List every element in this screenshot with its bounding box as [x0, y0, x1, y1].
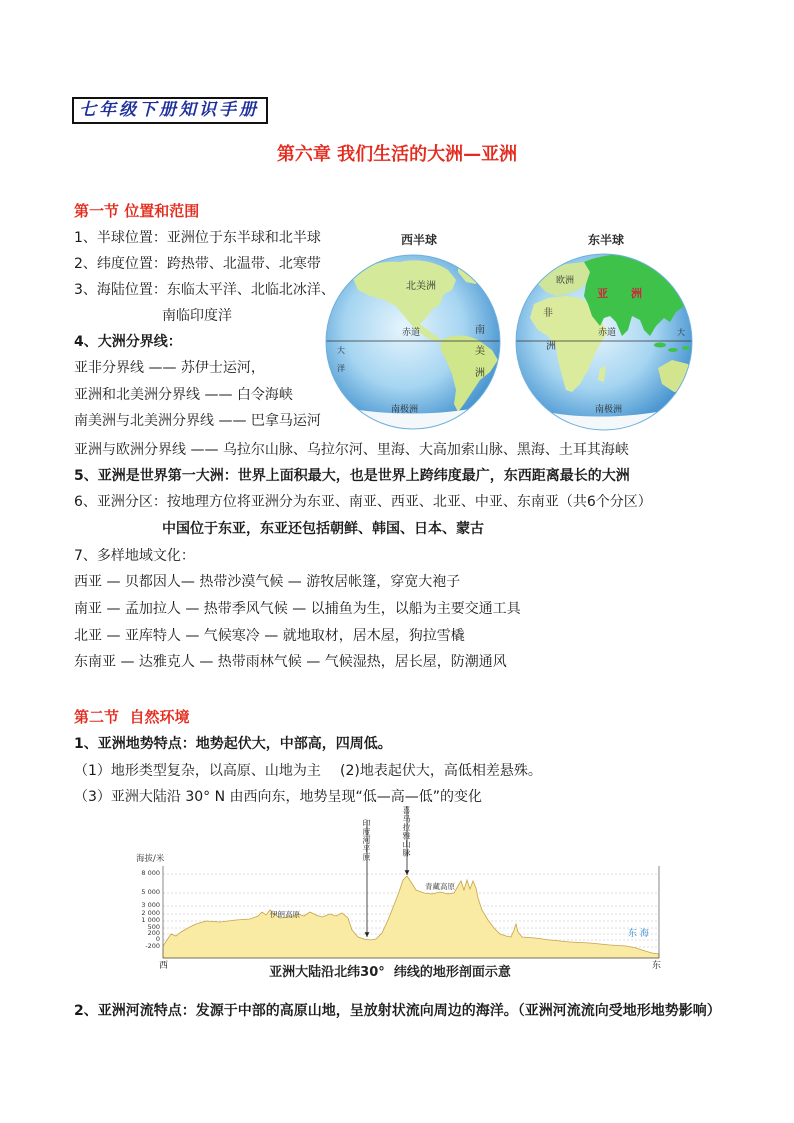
- west-antarctica-label: 南极洲: [391, 405, 419, 415]
- y-tick-label: -200: [145, 942, 160, 950]
- y-tick-label: 500: [147, 923, 160, 931]
- sea-land-position-line: 3、海陆位置：东临太平洋、北临北冰洋、: [74, 282, 335, 298]
- west-hemisphere-title: 西半球: [401, 233, 438, 247]
- east-sea-label: 东 海: [628, 929, 649, 939]
- africa-label-char: 非: [543, 308, 553, 319]
- boundary-line: 亚洲与欧洲分界线 —— 乌拉尔山脉、乌拉尔河、里海、大高加索山脉、黑海、土耳其海峡: [74, 442, 629, 458]
- culture-line: 南亚 — 孟加拉人 — 热带季风气候 — 以捕鱼为生，以船为主要交通工具: [74, 601, 521, 617]
- terrain-profile-chart: [130, 800, 665, 980]
- y-tick-label: 2 000: [141, 909, 160, 917]
- y-axis-label: 海拔/米: [136, 854, 165, 864]
- east-equator-label: 赤道: [598, 328, 617, 338]
- y-tick-label: 1 000: [141, 916, 160, 924]
- boundary-line: 亚洲和北美洲分界线 —— 白令海峡: [74, 387, 293, 403]
- tibet-plateau-label: 青藏高原: [425, 882, 455, 891]
- south-america-label-char: 洲: [475, 368, 485, 379]
- island-shape: [682, 346, 690, 350]
- latitude-position-line: 2、纬度位置：跨热带、北温带、北寒带: [74, 256, 321, 272]
- badge-text: 七年级下册知识手册: [79, 100, 259, 120]
- y-tick-label: 3 000: [141, 901, 160, 909]
- west-equator-label: 赤道: [402, 328, 421, 338]
- west-ocean-label-char: 大: [337, 346, 345, 355]
- terrain-profile-area: [163, 876, 659, 958]
- terrain-feature-line: 1、亚洲地势特点：地势起伏大，中部高，四周低。: [74, 736, 392, 752]
- iran-plateau-label: 伊朗高原: [270, 910, 300, 919]
- west-end-label: 西: [159, 961, 169, 971]
- himalaya-label: 喜马拉雅山脉: [402, 806, 411, 857]
- hemisphere-position-line: 1、半球位置：亚洲位于东半球和北半球: [74, 230, 321, 246]
- river-feature-line: 2、亚洲河流特点：发源于中部的高原山地，呈放射状流向周边的海洋。（亚洲河流流向受地形地势影响）: [74, 1003, 721, 1019]
- y-tick-label: 5 000: [141, 888, 160, 896]
- section1-heading: 第一节 位置和范围: [74, 202, 200, 220]
- terrain-point-1: （1）地形类型复杂，以高原、山地为主: [74, 763, 321, 779]
- section2-heading: 第二节 自然环境: [74, 708, 190, 726]
- culture-line: 北亚 — 亚库特人 — 气候寒冷 — 就地取材，居木屋，狗拉雪橇: [74, 628, 465, 644]
- indus-plain-label: 印度河平原: [362, 819, 371, 862]
- east-ocean-label: 大: [677, 328, 685, 337]
- east-end-label: 东: [652, 961, 662, 971]
- terrain-point-2: (2)地表起伏大，高低相差悬殊。: [340, 763, 542, 779]
- north-america-label: 北美洲: [406, 281, 436, 292]
- island-shape: [668, 348, 678, 352]
- profile-caption: 亚洲大陆沿北纬30° 纬线的地形剖面示意: [269, 965, 511, 980]
- chapter-title: 第六章 我们生活的大洲—亚洲: [276, 144, 518, 165]
- asia-label-char: 亚: [597, 287, 608, 300]
- grade-handbook-badge: [72, 97, 268, 124]
- culture-title: 7、多样地域文化：: [74, 548, 195, 564]
- east-hemisphere-title: 东半球: [588, 233, 625, 247]
- y-tick-label: 200: [147, 929, 160, 937]
- island-shape: [654, 343, 666, 348]
- boundaries-title: 4、大洲分界线：: [74, 334, 182, 350]
- boundary-line: 南美洲与北美洲分界线 —— 巴拿马运河: [74, 413, 321, 429]
- europe-label: 欧洲: [556, 276, 575, 286]
- east-antarctica-label: 南极洲: [595, 405, 623, 415]
- hemispheres-map: [320, 225, 700, 437]
- africa-label-char: 洲: [546, 341, 556, 352]
- boundary-line: 亚非分界线 —— 苏伊士运河，: [74, 360, 265, 376]
- west-ocean-label-char: 洋: [337, 364, 345, 373]
- asia-label-char: 洲: [631, 287, 642, 300]
- south-america-label-char: 美: [475, 346, 485, 357]
- culture-line: 东南亚 — 达雅克人 — 热带雨林气候 — 气候湿热，居长屋，防潮通风: [74, 654, 507, 670]
- largest-continent-line: 5、亚洲是世界第一大洲：世界上面积最大，也是世界上跨纬度最广，东西距离最长的大洲: [74, 468, 630, 484]
- sea-land-position-continued: 南临印度洋: [162, 308, 232, 324]
- south-america-label-char: 南: [475, 325, 485, 336]
- culture-line: 西亚 — 贝都因人— 热带沙漠气候 — 游牧居帐篷，穿宽大袍子: [74, 574, 461, 590]
- regions-line: 6、亚洲分区：按地理方位将亚洲分为东亚、南亚、西亚、北亚、中亚、东南亚（共6个分区）: [74, 494, 652, 510]
- terrain-point-3: （3）亚洲大陆沿 30° N 由西向东，地势呈现“低—高—低”的变化: [74, 789, 483, 805]
- y-tick-label: 0: [155, 935, 160, 943]
- y-tick-label: 8 000: [141, 869, 160, 877]
- regions-note: 中国位于东亚，东亚还包括朝鲜、韩国、日本、蒙古: [162, 521, 484, 537]
